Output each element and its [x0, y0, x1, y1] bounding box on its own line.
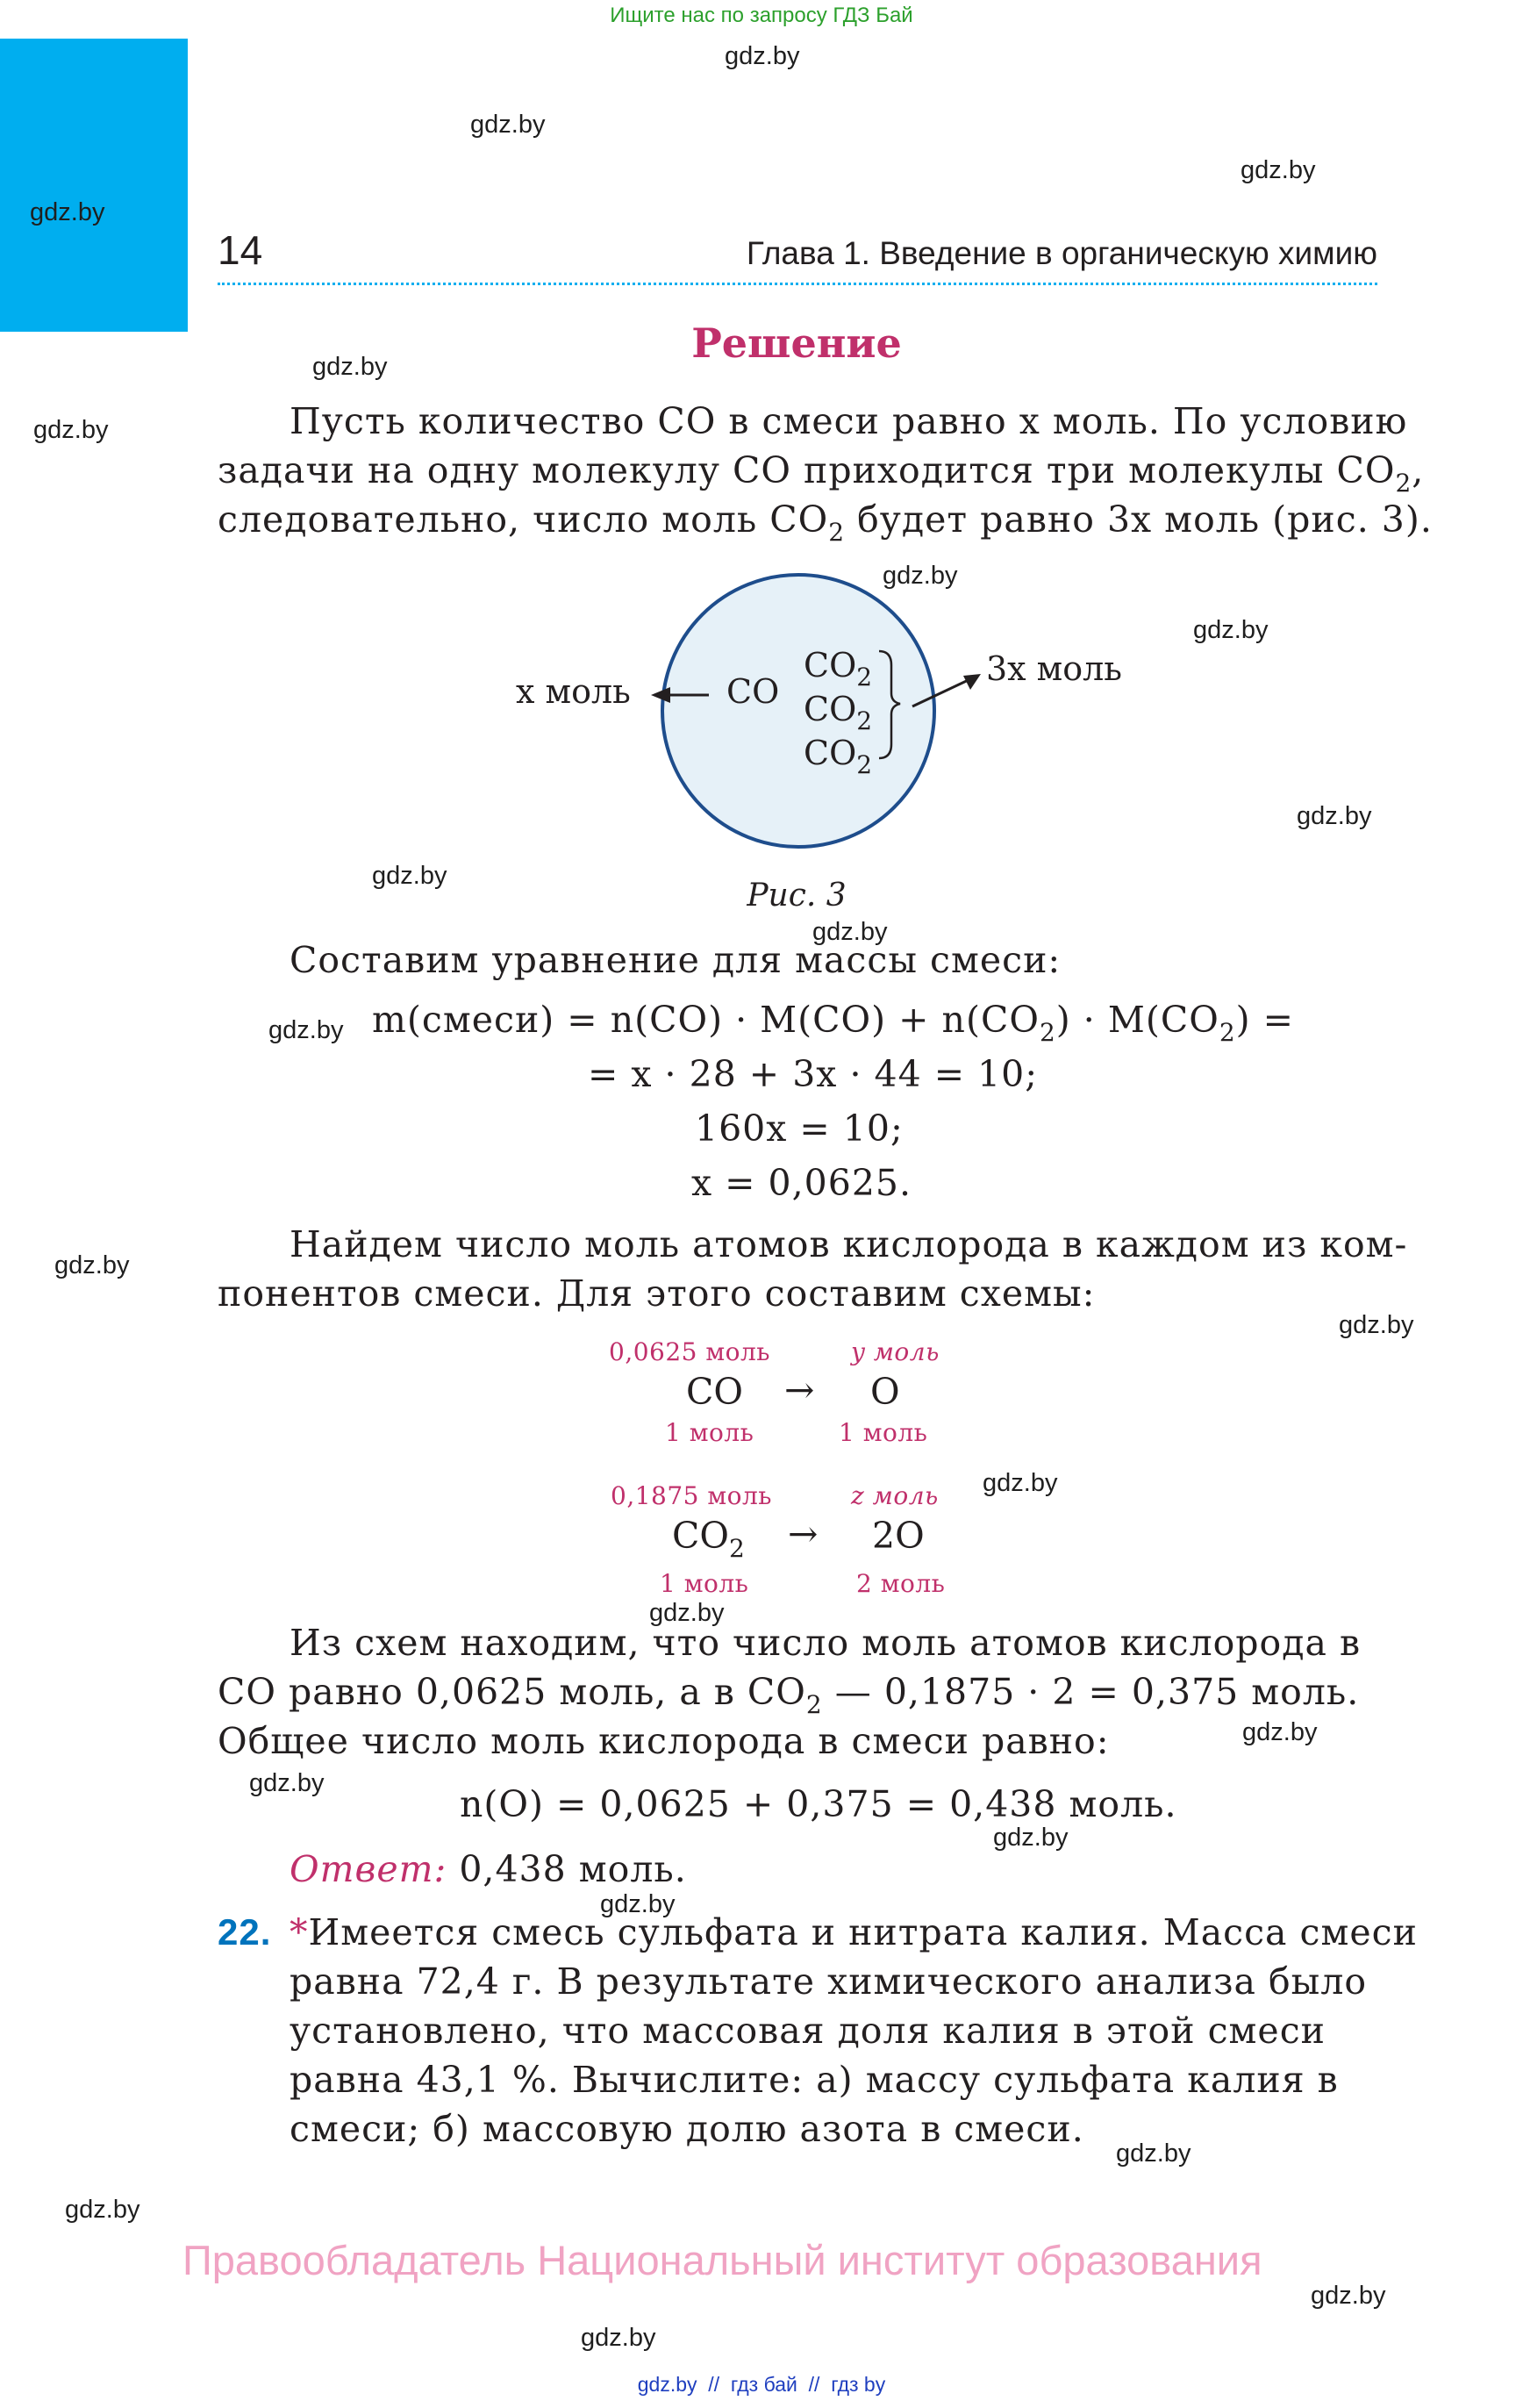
watermark: gdz.by	[372, 862, 447, 890]
copyright-notice: Правообладатель Национальный институт образования	[182, 2237, 1262, 2283]
watermark: gdz.by	[983, 1469, 1058, 1497]
subscript: 2	[1395, 469, 1412, 498]
scheme2-right: 2O	[872, 1515, 925, 1557]
answer	[290, 1848, 687, 1890]
equation-1	[372, 999, 1294, 1047]
watermark: gdz.by	[725, 42, 800, 70]
subscript: 2	[728, 1534, 745, 1563]
fig-co: CO	[726, 672, 780, 711]
task22-line1	[290, 1911, 1418, 1953]
scheme2-arrow: →	[788, 1513, 819, 1555]
task22-line5: смеси; б) массовую долю азота в смеси.	[290, 2108, 1084, 2150]
mixture-circle	[662, 575, 934, 847]
page-number: 14	[218, 227, 263, 273]
header-divider	[218, 283, 1377, 285]
watermark: gdz.by	[581, 2324, 656, 2352]
text: будет равно 3x моль (рис. 3).	[845, 498, 1433, 541]
watermark: gdz.by	[993, 1824, 1069, 1852]
text: задачи на одну молекулу CO приходится три молекулы CO	[218, 449, 1396, 491]
watermark: gdz.by	[883, 562, 958, 590]
subscript: 2	[828, 518, 846, 547]
scheme2-bottom-right: 2 моль	[856, 1569, 946, 1598]
text: CO	[804, 646, 857, 684]
subscript: 2	[856, 663, 873, 692]
subscript: 2	[856, 706, 873, 735]
text: CO	[672, 1515, 729, 1557]
task-number: 22.	[218, 1911, 272, 1953]
text: ) · M(CO	[1055, 999, 1219, 1041]
arrow-left-head	[651, 687, 670, 703]
watermark: gdz.by	[1297, 802, 1372, 830]
text: — 0,1875 · 2 = 0,375 моль.	[822, 1671, 1360, 1713]
watermark: gdz.by	[1311, 2282, 1386, 2310]
subscript: 2	[1219, 1018, 1236, 1047]
para4-line3: Общее число моль кислорода в смеси равно:	[218, 1720, 1110, 1762]
blue-corner-tab	[0, 39, 188, 332]
fig-co2-1	[804, 646, 872, 692]
fig-right-label: 3x моль	[986, 649, 1122, 688]
watermark: gdz.by	[1241, 156, 1316, 184]
watermark: gdz.by	[470, 111, 546, 139]
watermark: gdz.by	[65, 2196, 140, 2224]
text: CO	[804, 734, 857, 772]
para1-line1: Пусть количество CO в смеси равно x моль. По условию	[290, 400, 1408, 442]
text: ) =	[1235, 999, 1295, 1041]
text: x моль	[516, 672, 631, 711]
scheme2-top-left: 0,1875 моль	[611, 1481, 773, 1510]
scheme1-bottom-right: 1 моль	[839, 1418, 928, 1447]
equation-2: = x · 28 + 3x · 44 = 10;	[588, 1053, 1039, 1095]
scheme1-arrow: →	[784, 1369, 815, 1411]
watermark: gdz.by	[812, 918, 888, 946]
text: m(смеси) = n(CO) · M(CO) + n(CO	[372, 999, 1040, 1041]
text: следовательно, число моль CO	[218, 498, 829, 541]
watermark: gdz.by	[54, 1251, 130, 1279]
watermark: gdz.by	[1116, 2139, 1191, 2168]
fig-co2-2	[804, 690, 872, 735]
para3-line1: Найдем число моль атомов кислорода в каждом из ком-	[290, 1223, 1408, 1265]
scheme1-top-left: 0,0625 моль	[609, 1337, 771, 1366]
watermark: gdz.by	[268, 1016, 344, 1044]
watermark: gdz.by	[1339, 1311, 1414, 1339]
watermark: gdz.by	[649, 1599, 725, 1627]
equation-3: 160x = 10;	[695, 1107, 904, 1150]
text: CO	[804, 690, 857, 728]
solution-title: Решение	[691, 319, 902, 367]
scheme2-left	[672, 1515, 745, 1563]
subscript: 2	[1039, 1018, 1056, 1047]
answer-label: Ответ:	[290, 1848, 447, 1890]
watermark: gdz.by	[33, 416, 109, 444]
fig-left-label	[516, 672, 631, 711]
scheme1-right: O	[870, 1371, 900, 1413]
scheme2-top-right: z моль	[851, 1481, 939, 1510]
para4-line1: Из схем находим, что число моль атомов кислорода в	[290, 1622, 1362, 1664]
task22-line4: равна 43,1 %. Вычислите: а) массу сульфата калия в	[290, 2059, 1339, 2101]
chapter-title: Глава 1. Введение в органическую химию	[746, 235, 1377, 271]
scheme1-left: CO	[686, 1371, 743, 1413]
top-banner[interactable]: Ищите нас по запросу ГДЗ Бай	[610, 4, 913, 27]
subscript: 2	[856, 750, 873, 779]
watermark: gdz.by	[1193, 616, 1269, 644]
task22-line2: равна 72,4 г. В результате химического анализа было	[290, 1960, 1368, 2003]
footer-links[interactable]: gdz.by // гдз бай // гдз by	[637, 2373, 886, 2396]
text: CO равно 0,0625 моль, а в CO	[218, 1671, 806, 1713]
para1-line2	[218, 449, 1424, 498]
para2: Составим уравнение для массы смеси:	[290, 939, 1062, 981]
scheme1-top-right: y моль	[851, 1337, 940, 1366]
task22-line3: установлено, что массовая доля калия в этой смеси	[290, 2010, 1326, 2052]
figure-caption: Рис. 3	[747, 878, 847, 914]
subscript: 2	[805, 1690, 823, 1719]
fig-co2-3	[804, 734, 872, 779]
scheme2-bottom-left: 1 моль	[660, 1569, 749, 1598]
para1-line3	[218, 498, 1433, 547]
equation-4: x = 0,0625.	[691, 1162, 912, 1204]
text: ,	[1412, 449, 1425, 491]
watermark: gdz.by	[1242, 1718, 1318, 1746]
task-star: *	[290, 1911, 309, 1953]
watermark: gdz.by	[249, 1769, 325, 1797]
equation-oxygen: n(O) = 0,0625 + 0,375 = 0,438 моль.	[460, 1783, 1177, 1825]
watermark: gdz.by	[30, 198, 105, 226]
answer-value: 0,438 моль.	[447, 1848, 687, 1890]
para4-line2	[218, 1671, 1359, 1719]
watermark: gdz.by	[600, 1890, 676, 1918]
watermark: gdz.by	[312, 353, 388, 381]
para3-line2: понентов смеси. Для этого составим схемы:	[218, 1272, 1096, 1315]
scheme1-bottom-left: 1 моль	[665, 1418, 754, 1447]
text: Имеется смесь сульфата и нитрата калия. Масса смеси	[308, 1911, 1418, 1953]
